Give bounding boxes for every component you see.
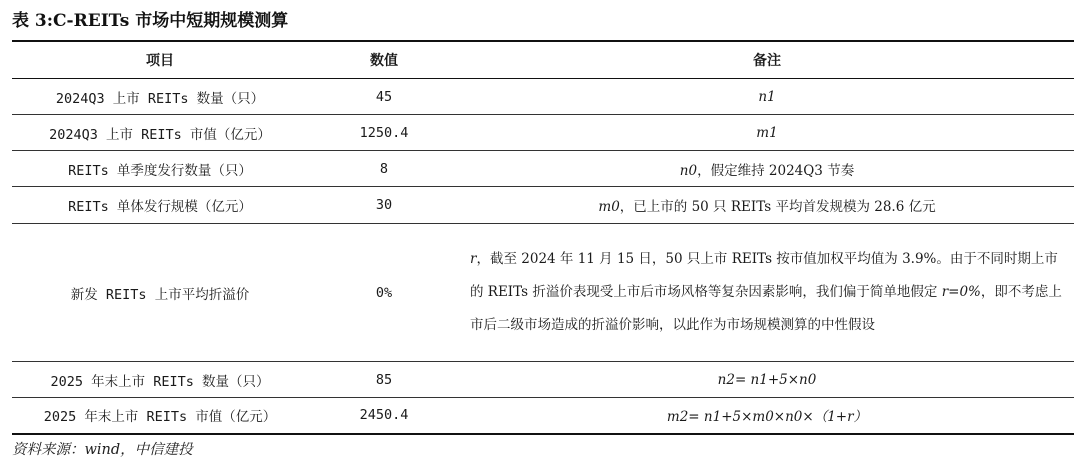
row-note <box>460 187 1074 224</box>
reits-estimate-table <box>12 40 1074 435</box>
table-row <box>12 79 1074 115</box>
row-note <box>460 79 1074 115</box>
row-value: 0% <box>308 224 460 362</box>
header-item: 项目 <box>12 41 308 79</box>
row-item: 新发 REITs 上市平均折溢价 <box>12 224 308 362</box>
row-item: 2025 年末上市 REITs 市值（亿元） <box>12 398 308 434</box>
row-item: 2024Q3 上市 REITs 市值（亿元） <box>12 115 308 151</box>
note-text: ，截至 2024 年 11 月 15 日，50 只上市 REITs 按市值加权平均值为 3.9%。由于不同时期上市的 REITs 折溢价表现受上市后市场风格等复杂因素影响，我们偏于简单地假定 <box>470 251 1058 300</box>
note-text: ，即不考虑上市后二级市场造成的折溢价影响，以此作为市场规模测算的中性假设 <box>470 284 1062 333</box>
row-value: 30 <box>308 187 460 224</box>
table-row <box>12 187 1074 224</box>
note-variable: r=0% <box>941 284 981 300</box>
note-variable: m1 <box>756 124 778 141</box>
note-formula: m2= n1+5×m0×n0×（1+r） <box>666 409 868 426</box>
table-row <box>12 115 1074 151</box>
note-text: ，已上市的 50 只 REITs 平均首发规模为 28.6 亿元 <box>619 199 936 215</box>
row-item: REITs 单体发行规模（亿元） <box>12 187 308 224</box>
table-title: 表 3:C-REITs 市场中短期规模测算 <box>12 11 289 31</box>
row-note <box>460 151 1074 187</box>
row-value: 8 <box>308 151 460 187</box>
source-note: 资料来源：wind，中信建投 <box>12 442 193 458</box>
note-variable: r <box>470 251 477 267</box>
row-note <box>460 362 1074 398</box>
note-variable: n1 <box>758 88 776 105</box>
row-value: 45 <box>308 79 460 115</box>
table-row <box>12 224 1074 362</box>
row-item: 2025 年末上市 REITs 数量（只） <box>12 362 308 398</box>
note-text: ，假定维持 2024Q3 节奏 <box>697 162 855 179</box>
note-variable: n0 <box>679 162 698 179</box>
row-value: 85 <box>308 362 460 398</box>
header-value: 数值 <box>308 41 460 79</box>
row-item: 2024Q3 上市 REITs 数量（只） <box>12 79 308 115</box>
table-row <box>12 151 1074 187</box>
row-value: 1250.4 <box>308 115 460 151</box>
row-note <box>460 224 1074 362</box>
table-header-row <box>12 41 1074 79</box>
row-value: 2450.4 <box>308 398 460 434</box>
table-row <box>12 362 1074 398</box>
row-note <box>460 115 1074 151</box>
row-note <box>460 398 1074 434</box>
header-note: 备注 <box>460 41 1074 79</box>
note-variable: m0 <box>598 199 620 215</box>
row-item: REITs 单季度发行数量（只） <box>12 151 308 187</box>
note-formula: n2= n1+5×n0 <box>717 371 817 388</box>
table-row <box>12 398 1074 434</box>
